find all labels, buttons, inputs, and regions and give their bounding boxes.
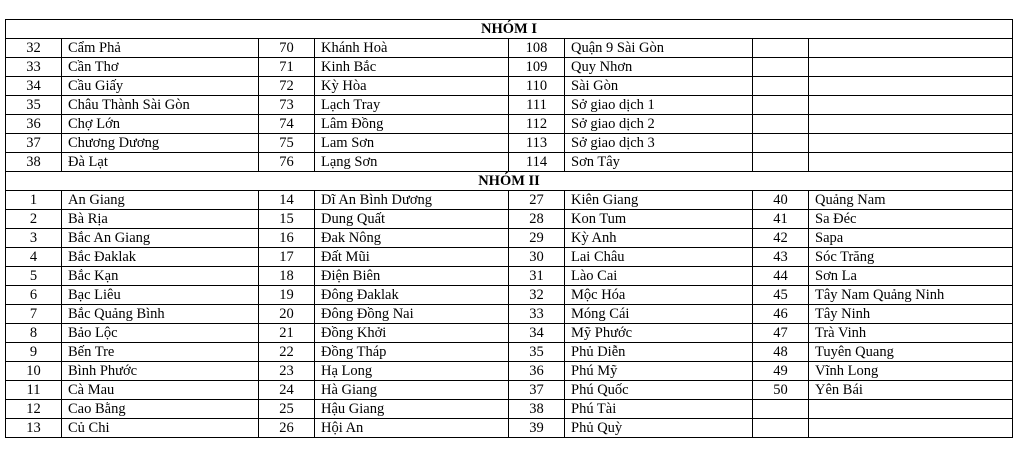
table-row [6, 77, 1013, 96]
branch-name: Kinh Bắc [315, 58, 509, 77]
branch-name: Lạch Tray [315, 96, 509, 115]
branch-number: 111 [509, 96, 565, 115]
branch-number: 38 [509, 400, 565, 419]
branch-name: Sa Đéc [809, 210, 1013, 229]
branch-name: Đồng Khởi [315, 324, 509, 343]
branch-name: Quận 9 Sài Gòn [565, 39, 753, 58]
branch-name: Sơn La [809, 267, 1013, 286]
branch-name [809, 96, 1013, 115]
branch-name [809, 115, 1013, 134]
branch-name: Sở giao dịch 2 [565, 115, 753, 134]
branch-number: 112 [509, 115, 565, 134]
branch-number: 11 [6, 381, 62, 400]
branch-name: Bắc Quảng Bình [62, 305, 259, 324]
branch-name: An Giang [62, 191, 259, 210]
branch-number: 3 [6, 229, 62, 248]
branch-name: Chợ Lớn [62, 115, 259, 134]
branch-name [809, 419, 1013, 438]
table-row [6, 419, 1013, 438]
branch-number: 41 [753, 210, 809, 229]
branch-name: Bạc Liêu [62, 286, 259, 305]
branch-number: 19 [259, 286, 315, 305]
group-header-row [6, 20, 1013, 39]
branch-number: 36 [509, 362, 565, 381]
branch-name: Tây Ninh [809, 305, 1013, 324]
table-row [6, 286, 1013, 305]
branch-number: 114 [509, 153, 565, 172]
branch-number: 14 [259, 191, 315, 210]
branch-number: 6 [6, 286, 62, 305]
table-row [6, 191, 1013, 210]
branch-number: 37 [509, 381, 565, 400]
branch-name: Phủ Diễn [565, 343, 753, 362]
branch-number: 24 [259, 381, 315, 400]
branch-name: Mỹ Phước [565, 324, 753, 343]
branch-number: 45 [753, 286, 809, 305]
branch-number: 37 [6, 134, 62, 153]
branch-number [753, 96, 809, 115]
branch-number: 113 [509, 134, 565, 153]
table-row [6, 267, 1013, 286]
table-row [6, 115, 1013, 134]
branch-number: 38 [6, 153, 62, 172]
branch-name: Lạng Sơn [315, 153, 509, 172]
branch-name: Dung Quất [315, 210, 509, 229]
branch-name: Đất Mũi [315, 248, 509, 267]
branch-name [809, 153, 1013, 172]
branch-name: Sóc Trăng [809, 248, 1013, 267]
branch-number: 12 [6, 400, 62, 419]
branch-name: Tuyên Quang [809, 343, 1013, 362]
branch-name: Sơn Tây [565, 153, 753, 172]
branch-name: Cao Bằng [62, 400, 259, 419]
group-title: NHÓM II [6, 172, 1013, 191]
branch-number [753, 153, 809, 172]
branch-number [753, 115, 809, 134]
branch-number: 47 [753, 324, 809, 343]
branch-number: 108 [509, 39, 565, 58]
table-row [6, 362, 1013, 381]
branch-name: Sài Gòn [565, 77, 753, 96]
branch-name: Móng Cái [565, 305, 753, 324]
branch-name: Khánh Hoà [315, 39, 509, 58]
branch-number: 2 [6, 210, 62, 229]
branch-name: Phú Mỹ [565, 362, 753, 381]
branch-name: Kon Tum [565, 210, 753, 229]
branch-number [753, 419, 809, 438]
branch-name: Bình Phước [62, 362, 259, 381]
branch-name: Đông Đaklak [315, 286, 509, 305]
branch-name: Quảng Nam [809, 191, 1013, 210]
branch-name: Bắc An Giang [62, 229, 259, 248]
branch-number [753, 400, 809, 419]
branch-number: 29 [509, 229, 565, 248]
branch-number: 33 [6, 58, 62, 77]
branch-name: Lam Sơn [315, 134, 509, 153]
group-title: NHÓM I [6, 20, 1013, 39]
branch-name: Đak Nông [315, 229, 509, 248]
branch-number: 18 [259, 267, 315, 286]
table-row [6, 153, 1013, 172]
branch-name: Dĩ An Bình Dương [315, 191, 509, 210]
branch-number: 4 [6, 248, 62, 267]
branch-name: Vĩnh Long [809, 362, 1013, 381]
table-row [6, 58, 1013, 77]
branch-number: 23 [259, 362, 315, 381]
branch-name: Chương Dương [62, 134, 259, 153]
branch-number: 43 [753, 248, 809, 267]
branch-name: Bảo Lộc [62, 324, 259, 343]
branch-number: 72 [259, 77, 315, 96]
branch-name [809, 400, 1013, 419]
branch-number: 74 [259, 115, 315, 134]
branch-name: Hậu Giang [315, 400, 509, 419]
branch-number: 39 [509, 419, 565, 438]
table-row [6, 96, 1013, 115]
branch-name: Châu Thành Sài Gòn [62, 96, 259, 115]
branch-name: Lào Cai [565, 267, 753, 286]
branch-number: 13 [6, 419, 62, 438]
branch-name: Bắc Đaklak [62, 248, 259, 267]
branch-group-table [5, 19, 1013, 438]
branch-number: 46 [753, 305, 809, 324]
branch-number: 17 [259, 248, 315, 267]
branch-name: Cẩm Phả [62, 39, 259, 58]
branch-name: Cần Thơ [62, 58, 259, 77]
branch-name: Bà Rịa [62, 210, 259, 229]
branch-number: 15 [259, 210, 315, 229]
branch-name: Củ Chi [62, 419, 259, 438]
branch-number: 109 [509, 58, 565, 77]
branch-name: Sở giao dịch 1 [565, 96, 753, 115]
branch-number: 33 [509, 305, 565, 324]
branch-number: 36 [6, 115, 62, 134]
branch-name: Mộc Hóa [565, 286, 753, 305]
branch-number: 30 [509, 248, 565, 267]
branch-number: 35 [509, 343, 565, 362]
branch-number: 49 [753, 362, 809, 381]
branch-name: Kỳ Hòa [315, 77, 509, 96]
branch-number: 34 [6, 77, 62, 96]
branch-number: 1 [6, 191, 62, 210]
branch-number: 20 [259, 305, 315, 324]
branch-number: 34 [509, 324, 565, 343]
table-row [6, 324, 1013, 343]
branch-number: 110 [509, 77, 565, 96]
table-row [6, 229, 1013, 248]
table-row [6, 39, 1013, 58]
branch-name: Đông Đồng Nai [315, 305, 509, 324]
branch-name: Kiên Giang [565, 191, 753, 210]
branch-name: Sở giao dịch 3 [565, 134, 753, 153]
branch-name: Kỳ Anh [565, 229, 753, 248]
branch-number: 22 [259, 343, 315, 362]
branch-name: Lai Châu [565, 248, 753, 267]
branch-name [809, 39, 1013, 58]
branch-name: Bến Tre [62, 343, 259, 362]
branch-name: Điện Biên [315, 267, 509, 286]
branch-number: 48 [753, 343, 809, 362]
branch-number: 31 [509, 267, 565, 286]
branch-number: 10 [6, 362, 62, 381]
branch-number: 28 [509, 210, 565, 229]
branch-name: Sapa [809, 229, 1013, 248]
branch-number: 70 [259, 39, 315, 58]
branch-number: 73 [259, 96, 315, 115]
branch-name: Quy Nhơn [565, 58, 753, 77]
branch-number: 25 [259, 400, 315, 419]
branch-number: 75 [259, 134, 315, 153]
branch-number: 5 [6, 267, 62, 286]
branch-name: Hạ Long [315, 362, 509, 381]
table-row [6, 210, 1013, 229]
table-row [6, 343, 1013, 362]
branch-name: Đà Lạt [62, 153, 259, 172]
table-row [6, 381, 1013, 400]
branch-name [809, 134, 1013, 153]
branch-number: 9 [6, 343, 62, 362]
branch-name: Hà Giang [315, 381, 509, 400]
branch-name: Yên Bái [809, 381, 1013, 400]
branch-number: 71 [259, 58, 315, 77]
branch-name: Bắc Kạn [62, 267, 259, 286]
branch-number: 40 [753, 191, 809, 210]
branch-number: 42 [753, 229, 809, 248]
branch-name: Phủ Quỳ [565, 419, 753, 438]
branch-name: Phú Tài [565, 400, 753, 419]
branch-name: Lâm Đồng [315, 115, 509, 134]
branch-number: 44 [753, 267, 809, 286]
branch-name: Cầu Giấy [62, 77, 259, 96]
branch-number [753, 58, 809, 77]
branch-name [809, 77, 1013, 96]
table-row [6, 305, 1013, 324]
branch-number [753, 134, 809, 153]
branch-number: 50 [753, 381, 809, 400]
table-row [6, 134, 1013, 153]
branch-number [753, 39, 809, 58]
branch-name: Phú Quốc [565, 381, 753, 400]
branch-number: 27 [509, 191, 565, 210]
table-row [6, 248, 1013, 267]
branch-name: Trà Vinh [809, 324, 1013, 343]
branch-number: 21 [259, 324, 315, 343]
branch-number: 8 [6, 324, 62, 343]
branch-name [809, 58, 1013, 77]
branch-number: 32 [509, 286, 565, 305]
branch-name: Hội An [315, 419, 509, 438]
branch-number: 35 [6, 96, 62, 115]
branch-name: Đồng Tháp [315, 343, 509, 362]
branch-name: Tây Nam Quảng Ninh [809, 286, 1013, 305]
branch-number: 7 [6, 305, 62, 324]
branch-number: 16 [259, 229, 315, 248]
branch-number: 76 [259, 153, 315, 172]
branch-number [753, 77, 809, 96]
table-row [6, 400, 1013, 419]
branch-name: Cà Mau [62, 381, 259, 400]
group-header-row [6, 172, 1013, 191]
branch-number: 26 [259, 419, 315, 438]
branch-number: 32 [6, 39, 62, 58]
